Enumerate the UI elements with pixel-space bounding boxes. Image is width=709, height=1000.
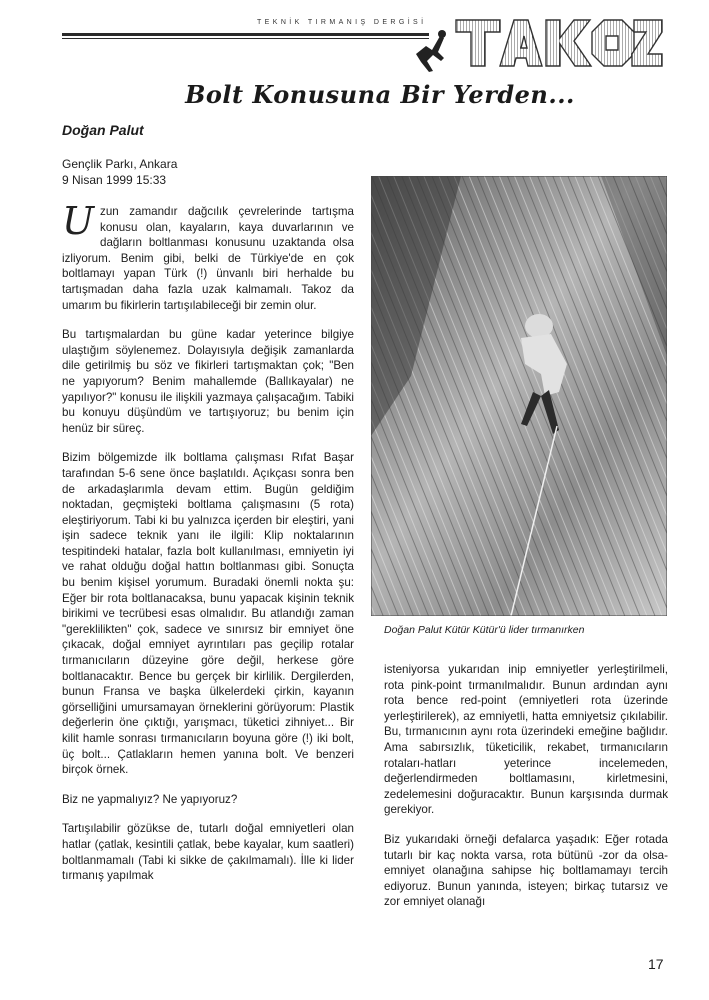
page-number: 17 xyxy=(648,956,664,972)
climber-icon xyxy=(416,30,446,72)
paragraph-text: zun zamandır dağcılık çevrelerinde tartışma konusu olan, kayaların, kaya duvarlarının ve dağların boltlanması konusunu uzaktanda olsa izliyorum. Benim gibi, belki de Türkiye'de en çok boltlamayı yapan Türk (!) ünvanlı biri herhalde bu tartışmadan daha fazla uzak kalmamalı. Takoz da umarım bu fikirlerin tartışılabileceği bir zemin olur. xyxy=(62,205,354,312)
left-column xyxy=(62,199,354,898)
paragraph: Tartışılabilir gözükse de, tutarlı doğal emniyetleri olan hatlar (çatlak, kesintili çatlak, bebe kayalar, kum saatleri) boltlanmamalı (Tabi ki sikke de çakılmamalı). İlle ki lider tırmanış yapılmak xyxy=(62,822,354,883)
article-datetime: 9 Nisan 1999 15:33 xyxy=(62,173,167,187)
drop-cap: U xyxy=(62,199,95,243)
takoz-logo xyxy=(412,8,664,72)
paragraph: Biz ne yapmalıyız? Ne yapıyoruz? xyxy=(62,792,238,806)
article-meta xyxy=(62,156,177,188)
paragraph: Biz yukarıdaki örneği defalarca yaşadık: Eğer rotada tutarlı bir kaç nokta varsa, rota bütünü -zor da olsa- emniyet olanağına sahipse hiç boltlamamayı tercih ediyoruz. Bunun yanında, isteyen; birkaç tutarsız ve zor emniyet olanağı xyxy=(384,832,668,909)
header-rule xyxy=(62,33,429,36)
paragraph: isteniyorsa yukarıdan inip emniyetler yerleştirilmeli, rota pink-point tırmanılmalıdır. Bunun ardından aynı rota bence red-point (emniyetleri rota üzerinde yerleştirilerek), az emniyetli, hatta emniyetsiz çıkılabilir. Bu, tırmanıcının aynı rota üzerindeki emeğine bağlıdır. Ama sabırsızlık, tüketicilik, rekabet, tırmanıcıların rotaları-hatları yeterince incelemeden, değerlendirmeden boltlamasını, kirletmesini, zedelemesini doğuracaktır. Bunun karşısında durmak gerekiyor. xyxy=(384,663,668,817)
photo-caption: Doğan Palut Kütür Kütür'ü lider tırmanırken xyxy=(384,624,585,636)
right-column xyxy=(384,662,668,924)
article-author: Doğan Palut xyxy=(62,122,144,138)
climber-photo xyxy=(371,176,667,616)
article-title: Bolt Konusuna Bir Yerden... xyxy=(185,80,575,109)
paragraph xyxy=(62,199,354,313)
header-rule-thin xyxy=(62,38,429,39)
logo-letters xyxy=(456,20,662,66)
article-location: Gençlik Parkı, Ankara xyxy=(62,157,178,171)
paragraph: Bizim bölgemizde ilk boltlama çalışması Rıfat Başar tarafından 5-6 sene önce başlatıldı. Açıkçası sonra ben de arkadaşlarımla devam ettim. Bugün geldiğim noktadan, geçmişteki boltlama çalışmasını (5 rota) eleştiriyorum. Tabi ki bu yalnızca içerden bir eleştiri, yani işin sadece teknik yanı ile ilgili: Klip noktalarının tespitindeki hatalar, fazla bolt kullanılması, emniyetin iyi ve rahat olduğu doğal hattın boltlanması gibi. Sonuçta bu benim kişisel yorumum. Buradaki önemli nokta şu: Eğer bir rota boltlanacaksa, bunu yapacak kişinin teknik birikimi ve tecrübesi esas olmalıdır. Bu atlandığı zaman "gereklilikten" çok, sadece ve sınırsız bir emniyet öne çıkacak, doğal emniyet ayrıntıları pas geçilip rotalar tırmanıcıların düzeyine göre değil, herkese göre boltlanacaktır. Bence bu gerçek bir kirlilik. Dergilerden, bunun Fransa ve başka ülkelerdeki çirkin, kayanın görselliğini umursamayan örneklerini görüyorum: Plastik değerlerin öne çıktığı, yarışmacı, tüketici zihniyet... Bir kilit hamle sonrası tırmanıcıların boyuna göre (!) iki bolt, üç bolt... Çatlakların hemen yanına bolt. Ve benzeri birçok örnek. xyxy=(62,451,354,777)
paragraph: Bu tartışmalardan bu güne kadar yeterince bilgiye ulaştığım söylenemez. Dolayısıyla değişik zamanlarda dile getirilmiş bu söz ve fikirleri tartışmaktan çok; "Ben ne yapıyorum? Benim mahallemde (Ballıkayalar) ne yapılıyor?" konusu ile ilişkili yazmaya çalışacağım. Tabiki bu konuyu düşündüm ve tartışıyoruz; bu benim için henüz bir süreç. xyxy=(62,328,354,435)
magazine-tagline: TEKNİK TIRMANIŞ DERGİSİ xyxy=(257,19,427,26)
